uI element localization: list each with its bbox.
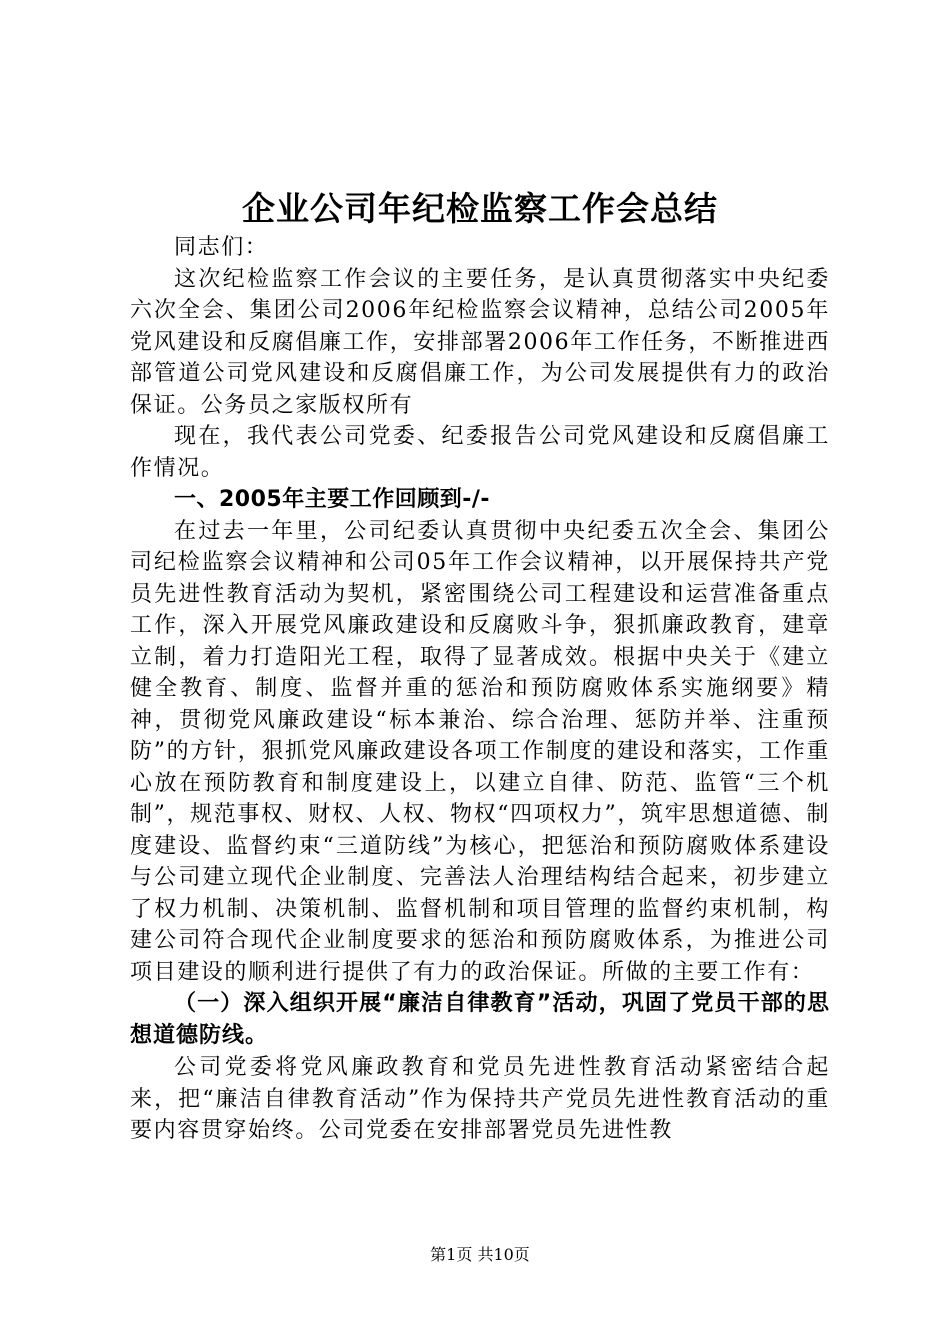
subsection-heading: （一）深入组织开展“廉洁自律教育”活动，巩固了党员干部的思想道德防线。 bbox=[130, 991, 830, 1048]
intro-paragraph: 这次纪检监察工作会议的主要任务，是认真贯彻落实中央纪委六次全会、集团公司2006年纪检监察会议精神，总结公司2005年党风建设和反腐倡廉工作，安排部署2006年工作任务，不断推进西部管道公司党风建设和反腐倡廉工作，为公司发展提供有力的政治保证。公务员之家版权所有 bbox=[130, 266, 830, 418]
document-page bbox=[130, 0, 830, 1344]
salutation: 同志们： bbox=[174, 235, 269, 260]
subsection-paragraph: 公司党委将党风廉政教育和党员先进性教育活动紧密结合起来，把“廉洁自律教育活动”作为保持共产党员先进性教育活动的重要内容贯穿始终。公司党委在安排部署党员先进性教 bbox=[130, 1055, 830, 1143]
section-heading: 一、2005年主要工作回顾到-/- bbox=[174, 487, 491, 512]
review-paragraph: 在过去一年里，公司纪委认真贯彻中央纪委五次全会、集团公司纪检监察会议精神和公司05年工作会议精神，以开展保持共产党员先进性教育活动为契机，紧密围绕公司工程建设和运营准备重点工作，深入开展党风廉政建设和反腐败斗争，狠抓廉政教育，建章立制，着力打造阳光工程，取得了显著成效。根据中央关于《建立健全教育、制度、监督并重的惩治和预防腐败体系实施纲要》精神，贯彻党风廉政建设“标本兼治、综合治理、惩防并举、注重预防”的方针，狠抓党风廉政建设各项工作制度的建设和落实，工作重心放在预防教育和制度建设上，以建立自律、防范、监管“三个机制”，规范事权、财权、人权、物权“四项权力”，筑牢思想道德、制度建设、监督约束“三道防线”为核心，把惩治和预防腐败体系建设与公司建立现代企业制度、完善法人治理结构结合起来，初步建立了权力机制、决策机制、监督机制和项目管理的监督约束机制，构建公司符合现代企业制度要求的惩治和预防腐败体系，为推进公司项目建设的顺利进行提供了有力的政治保证。所做的主要工作有： bbox=[130, 518, 830, 985]
page-footer: 第1页 共10页 bbox=[430, 1245, 530, 1264]
document-body bbox=[130, 232, 830, 1147]
document-title: 企业公司年纪检监察工作会总结 bbox=[242, 189, 718, 228]
report-statement: 现在，我代表公司党委、纪委报告公司党风建设和反腐倡廉工作情况。 bbox=[130, 424, 830, 481]
